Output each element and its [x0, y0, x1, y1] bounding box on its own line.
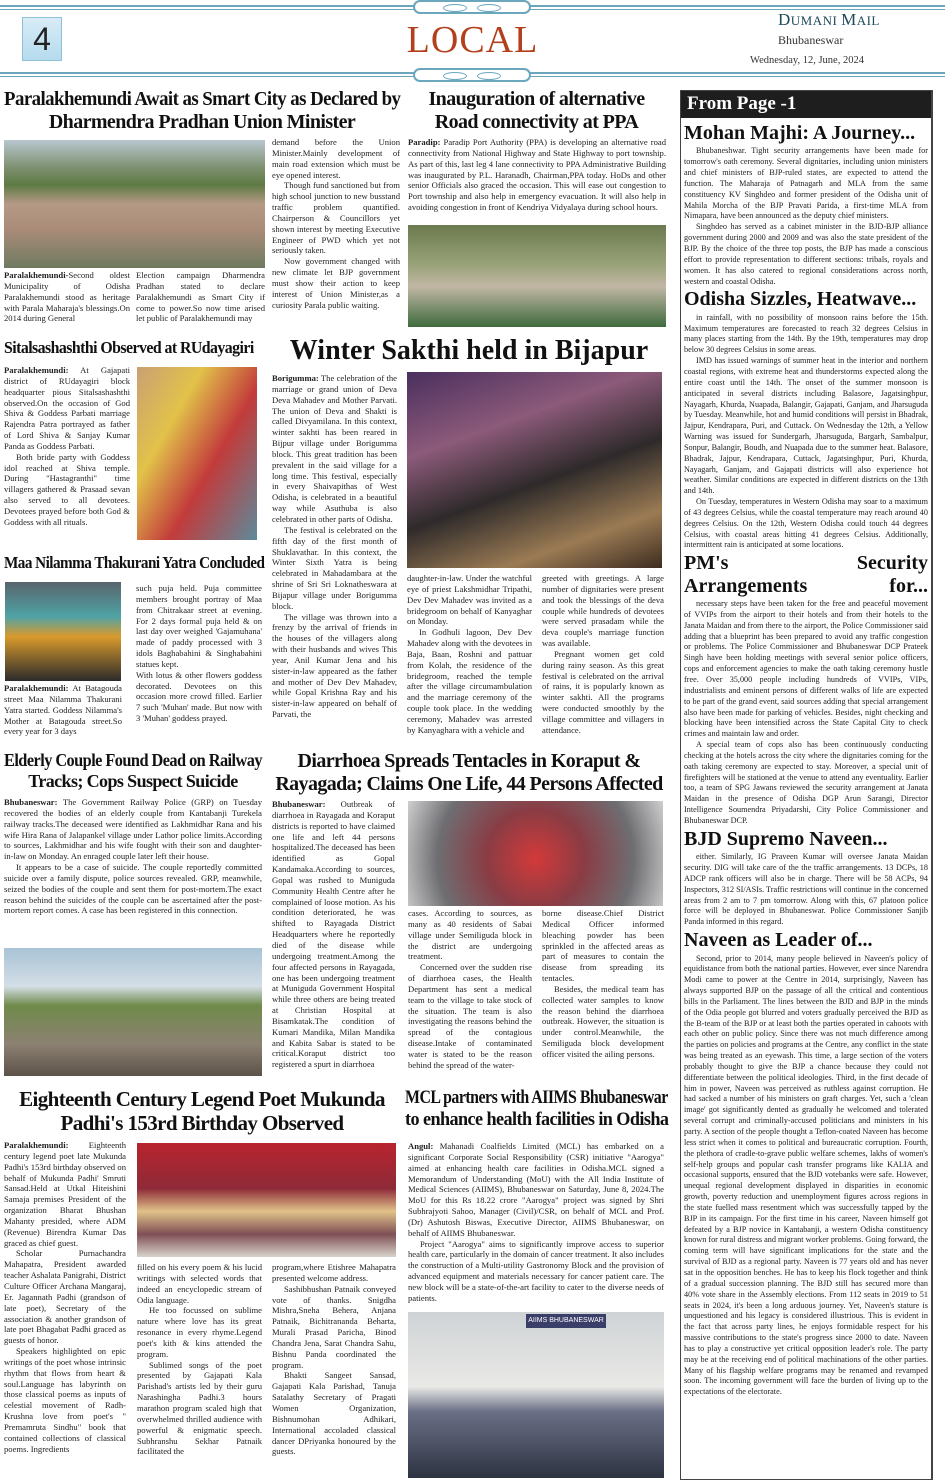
ornament	[413, 0, 531, 14]
article-text: demand before the Union Minister.Mainly development of main road extension which must be eye opened interest. Though fund sanctioned but from high school junction to new busstand traffic problem quantified. Chairperson & Councillors yet shown interest by meeting Executive Engineer of PWD which yet not seriously taken. Now government changed with new climate let BJP government must show their action to keep interest of Union Minister,as a curiosity Parala public waiting.	[272, 137, 400, 310]
photo-sitalsashashthi	[137, 367, 257, 540]
section-title: LOCAL	[406, 19, 539, 61]
article-text: either. Similarly, IG Praveen Kumar will oversee Janata Maidan security. DIG will take care of the the traffic arrangements. 13 DCPs, 18 ADCP rank officers will also be in charge. There will be 58 ACPs, 94 Inspectors, 312 SI/ASIs. Traffic restrictions will continue in the concerned areas from 2 am to 7 pm tomorrow. Along with this, 67 platoon police force will be deployed in Bhubaneswar. Police Commissioner Sanjib Panda informed in this regard.	[684, 852, 928, 927]
article-text: borne disease.Chief District Medical Officer informed bleaching powder has been sprinkled in the affected areas as part of measures to contain the disease from spreading its tentacles. Besides, the medical team has collected water samples to know the reason behind the diarrhoea outbreak. However, the situation is under control.Meanwhile, the Semiliguda block development officer visited the ailing persons.	[542, 908, 664, 1059]
article-text: such puja held. Puja committee members brought portray of Maa from Chitrakaar street at evening. For 2 days formal puja held & on last day over weighed 'Gajamuhana' made of paddy processed with 3 idols Baghabahini & Singhabahini statues kept. With lotus & other flowers goddess decorated. Devotees on this occasion more crowd filled. Earlier 7 such 'Muhan' made. But now with 3 'Muhan' goddess prayed.	[136, 583, 262, 724]
article-text: Paradip: Paradip Port Authority (PPA) is developing an alternative road connectivity from National Highway and State Highway to port township. As part of this, last leg 4 lane connectivity to PPA Administrative Building was inaugurated by P.L. Haranadh, Chairman,PPA today. HoDs and other senior Officials also graced the occasion. This will ease out congestion to Port township and also help in emergency evacuation. It will also help in avoiding congestion in front of Kendriya Vidyalaya during school hours.	[408, 137, 666, 213]
article-text: program,where Etishree Mahapatra presented welcome address. Sashibhushan Patnaik conveyed vote of thanks. Snigdha Mishra,Sneha Behera, Anjana Patnaik, Bichitrananda Beharta, Murali Prasad Paricha, Binod Chandra Jena, Sarat Chandra Sahu, Bishnu Panda coordinated the program. Bhakti Sangeet Sansad, Gajapati Kala Parishad, Tanuja Satalathy Secretary of Pragati Women Organization, Bishnumohan Adhikari, International accoladed classical dancer DPriyanka honoured by the guests.	[272, 1262, 396, 1457]
headline-bjd-supremo: BJD Supremo Naveen...	[684, 827, 888, 850]
headline-sitalsashashthi: Sitalsashashthi Observed at RUdayagiri	[4, 338, 254, 357]
masthead-city: Bhubaneswar	[778, 33, 844, 47]
photo-maa-nilamma	[5, 582, 121, 681]
article-text: Bhubaneswar: Outbreak of diarrhoea in Rayagada and Koraput districts is reported to have claimed one life and left 44 persons hospitalized.The deceased has been identified as Gopal Kandamaka.According to sources, Gopal was rushed to Muniguda Community Health Centre after he complained of loose motion. As his condition deteriorated, he was shifted to Rayagada District Headquarters where he reportedly died of the disease while undergoing treatment.Among the four affected persons in Rayagada, one has been undergoing treatment at Muniguda Government Hospital while three others are being treated at Christian Hospital at Bisamkatak.The condition of Kumari Mandika, Milan Mandika and Kabita Sabar is stated to be critical.Koraput district too registered a spurt in diarrhoea	[272, 799, 395, 1070]
headline-pm-security: PM's Security Arrangements for...	[684, 552, 928, 597]
photo-stomach-ache	[408, 801, 663, 906]
article-text: Second, prior to 2014, many people believed in Naveen's policy of equidistance from both the national parties. However, ever since Narendra Modi came to power at the Centre in 2014, surprisingly, Naveen has always supported BJP on the passage of all the critical and contentious bills in the Parliament. The lines between the BJD and BJP in the minds of the Odia people got blurred and voters gradually perceived the BJD as the B-team of the BJP or at least both the parties operated in cahoots with each other on public policy. Since there was not much difference among the parties on policies and programs at the Centre, any conflict in the state was being treated as an eyewash. This time, a large section of the voters probably thought to give the BJP a chance because they could not differentiate between the political ideologies. Third, in the first decade of him in power, Naveen was perceived as ruthless against corruption. He had sacked a number of his ministers on graft charges. Yet, such a 'clean image' got significantly dented as gradually he welcomed and tolerated several corrupt and criminally-accused politicians and ministers in his party. A section of the people thought a Teflon-coated Naveen has become less strict when it comes to political and bureaucratic corruption. Fourth, the plethora of cradle-to-grave public welfare schemes, lakhs of women's self-help groups and popular cash transfer programs like KALIA and occasional supports, ensured that the BJD votebanks were safe. However, unequal regional development displayed in disparities in economic growth, poverty reduction and unemployment figures across regions in the state fuelled mass resentment which was successfully tapped by the BJP in its campaign. For the first time in his career, Naveen himself got defeated by a BJP novice in Kantabanji, a western Odisha constituency known for rural distress and migrant worker problems. Going forward, the coming term will have significant implications for the state and the survival of BJD as a regional party. Naveen is 77 years old and has never sat in the opposition benches. He has to keep his flock together and think of a gradual succession planning. The BJD still has secured more than 40% vote share in the Assembly elections. From 112 seats in 2019 to 51 seats in 2024, it's been a long arduous journey. Yet, Naveen's stature is unquestioned and his legacy is considered illustrious. This is evident in the fact that across party lines, he enjoys formidable respect for his massive contributions to the state's progress since 2000 to date. Naveen has to play a constructive yet critical opposition leader's role. The party may be at the receiving end of political machinations of the other parties. Many of his flagship welfare programs may be renamed and revamped soon. The incoming government will face the burden of living up to the expectations of the electorate.	[684, 953, 928, 1397]
photo-mcl-aiims-mou	[408, 1312, 664, 1478]
article-text: Paralakhemundi: Eighteenth century legend poet late Mukunda Padhi's 153rd birthday observed on behalf of Mukunda Padhi' Smruti Sansad.Held at Utkal Hiteishini Samaja premises President of the organization Bharat Bhushan Mahanty presided, where ADM (Revenue) Birendra Kumar Das graced as chief guest. Scholar Purnachandra Mahapatra, President awarded teacher Ashalata Panigrahi, District Culture Officer Archana Mangaraj, Er. Jagannath Padhi (grandson of late poet), Secretary of the association & another grandson of late poet Bhagabat Padhi graced as guests of honor. Speakers highlighted on epic writings of the poet whose intrinsic rhythm that flows from heart & soul.Language has labyrinth on those classical poems as inputs of celestial movement of Radh-Krushna love from poet's " Premamruta Sindhu" book that contained collections of classical poems. Ingredients	[4, 1140, 126, 1454]
headline-maa-nilamma: Maa Nilamma Thakurani Yatra Concluded	[4, 553, 265, 572]
issue-date: Wednesday, 12, June, 2024	[750, 55, 864, 66]
article-text: filled on his every poem & his lucid writings with selected words that indeed an encyclopedic stream of Odia language. He too focussed on sublime nature where love has its great resonance in every rhyme.Legend poet's kith & kins attended the program. Sublimed songs of the poet presented by Gajapati Kala Parishad's artists led by their guru Narashingha Padhi.3 hours marathon program scaled high that overwhelmed thrilled audience with powerful & enigmatic speech. Subhranshu Sekhar Patnaik facilitated the	[137, 1262, 262, 1457]
article-text: in rainfall, with no possibility of monsoon rains before the 15th. Maximum temperatures are forecasted to reach 32 degrees Celsius in many places starting from the 14th. By the 19th, temperatures may drop below 30 degrees Celsius in some areas. IMD has issued warnings of summer heat in the interior and northern coastal regions, with extreme heat and thunderstorms expected along the entire coast until the 14th. The onset of the summer monsoon is anticipated in several districts including Balasore, Jagatsinghpur, Nayagarh, Khurda, Nuapada, Balangir, Gajapati, Ganjam, and Jharsuguda by Tuesday. Meanwhile, hot and humid conditions will persist in Bhadrak, Jajpur, Kendrapara, Puri, and Cuttack. On Wednesday the 12th, a Yellow Warning was issued for Sundergarh, Jharsuguda, Bargarh, Sambalpur, Sonpur, Balangir, Boudh, and Nuapada due to the summer heat. Balasore, Bhadrak, Jajpur, Kendrapara, Cuttack, Jagatsinghpur, Puri, Khurda, Nayagarh, Ganjam, and Gajapati districts will also experience hot weather. Similar conditions are expected in different districts on the 13th and 14th. On Tuesday, temperatures in Western Odisha may soar to a maximum of 43 degrees Celsius, while the coastal temperature may reach around 40 degrees Celsius. On the 12th, Western Odisha could touch 44 degrees Celsius, with coastal areas hitting 41 degrees Celsius. Additionally, intermittent rain is anticipated at some locations.	[684, 312, 928, 550]
article-text: Paralakhemundi-Second oldest Municipality of Odisha Paralakhemundi stood as heritage with Parala Maharaja's blessings.On 2014 during General	[4, 270, 130, 324]
article-text: Angul: Mahanadi Coalfields Limited (MCL) has embarked on a significant Corporate Social Responsibility (CSR) initiative "Aarogya" aimed at enhancing health care facilities in Odisha.MCL signed a Memorandum of Understanding (MoU) with the All India Institute of Medical Sciences (AIIMS), Bhubaneswar on Saturday, June 8, 2024.The MoU for this Rs 18.22 crore "Aarogya" project was signed by Shri Subhrajyoti Sahoo, Manager (Civil)/CSR, on behalf of MCL and Prof. (Dr) Ashutosh Biswas, Executive Director, AIIMS Bhubaneswar, on behalf of AIIMS Bhubaneswar. Project "Aarogya" aims to significantly improve access to superior health care, particularly in the domain of cancer treatment. It also includes the construction of a Multi-utility Gastronomy Block and the provision of advanced equipment and materials necessary for cancer patient care. The new block will be a state-of-the-art facility to cater to the diverse needs of patients.	[408, 1141, 664, 1303]
headline-ppa: Inauguration of alternative Road connectivity at PPA	[428, 88, 645, 133]
headline-naveen-leader: Naveen as Leader of...	[684, 929, 873, 952]
photo-winter-sakthi	[407, 372, 662, 568]
article-text: Paralakhemundi: At Batagouda street Maa Nilamma Thakurani Yatra started. Goddess Nilamma's Mother at Batagouda street.So every year for 3 days	[4, 683, 122, 737]
photo-railway-tracks	[4, 948, 262, 1076]
article-text: Bhubaneshwar. Tight security arrangements have been made for tomorrow's oath ceremony. Several dignitaries, including union ministers and chief ministers of BJP-ruled states, are expected to attend the function. The Maharaja of Patnagarh and MLA from the same constituency KV Singhdeo and former president of the Odisha unit of Mahila Morcha of the BJP Pravati Parida, a first-time MLA from Nimapara, have been announced as the deputy chief ministers. Singhdeo has served as a cabinet minister in the BJD-BJP alliance government during 2000 and 2009 and was also the state president of the BJP. By the choice of the three top posts, the BJP has made a conscious effort to provide representation to different sections: tribals, royals and women. It has also catered to regional considerations across north, western and coastal Odisha.	[684, 146, 928, 286]
headline-winter-sakthi: Winter Sakthi held in Bijapur	[289, 335, 649, 366]
headline-odisha-sizzles: Odisha Sizzles, Heatwave...	[684, 288, 917, 311]
article-text: daughter-in-law. Under the watchful eye of priest Lakshmidhar Tripathi, Dev Dev Mahadev was invited as a bridegroom on behalf of Kanyaghar on Monday. In Godhuli lagoon, Dev Dev Mahadev along with the devotees in Baja, Baan, Roshni and pattuar from Kolah, the residence of the bridegroom, reached the temple after the village circumambulation and the marriage ceremony of the couple took place. In the wedding ceremony, Mahadev was arrested by Kanyaghara with a vehicle and	[407, 573, 532, 735]
page-number: 4	[22, 17, 62, 61]
photo-ppa-inauguration	[408, 225, 666, 327]
article-text: necessary steps have been taken for the free and peaceful movement of VVIPs from the airport to their hotels and from their hotels to the Janata Maidan and from there to the airport, the Police Commissioner said adding that a blueprint has been prepared to avoid any traffic congestion or problems. The Police Commissioner and Bhubaneswar DCP Prateek Singh have been holding meetings with several senior police officers, cops and enforcement agencies to make the oath taking ceremony hustle free. Over 35,000 people including hundreds of VVIPs, VIPs, industrialists and eminent persons of different walks of life are expected to be part of the grand event, said sources adding that special arrangement also have been made for parking of vehicles. Besides, night checking and blocking have been intensified across the State Capital City to check crimes and maintain law and order. A special team of cops also has been continuously conducting checking at the hotels across the city where the dignitaries coming for the oath taking ceremony are expected to stay. Moreover, a special unit of firefighters will be stationed at the venue to attend any eventuality. Earlier too, a team of SPG Jawans reviewed the security arrangement at Janata Maidan in the presence of Odisha DGP Arun Sarangi, Director Intelligence Soumendra Priyadarshi, City Police Commissioner and Bhubaneswar DCP.	[684, 599, 928, 825]
headline-paralakhemundi: Paralakhemundi Await as Smart City as Declared by Dharmendra Pradhan Union Minister	[4, 88, 401, 133]
headline-diarrhoea: Diarrhoea Spreads Tentacles in Koraput & Rayagada; Claims One Life, 44 Persons Affected	[275, 750, 663, 795]
article-text: Borigumma: The celebration of the marriage or grand union of Deva Deva Mahadev and Mother Parvati. The union of Deva and Shakti is called Divyamilana. In this context, winter sakhti has been reared in Bijpur village under Borigumma block. This great tradition has been prevalent in the said village for a long time. This festival, especially in every Shaivapithas of West Odisha, is celebrated in a beautiful way while Asuthuba is also celebrated in other parts of Odisha. The festival is celebrated on the fifth day of the first month of Shuklavathar. In this context, the Winter Sixth Yatra is being celebrated in Mahadambara at the shrine of Sri Sri Loknatheswara at Bijapur village under Borigumma block. The village was thrown into a frenzy by the arrival of friends in the houses of the villagers along with their husbands and wives This year, Anil Kumar Jena and his sister-in-law appeared as the father and mother of Dev Dev Mahadev, while Gopal Krishna Ray and his sister-in-law appeared on behalf of Parvati, the	[272, 373, 397, 720]
headline-mukunda-padhi: Eighteenth Century Legend Poet Mukunda Padhi's 153rd Birthday Observed	[19, 1087, 385, 1136]
headline-elderly-couple: Elderly Couple Found Dead on Railway Tracks; Cops Suspect Suicide	[4, 750, 262, 791]
from-page-1-stories	[684, 121, 928, 1398]
article-text: Bhubaneswar: The Government Railway Police (GRP) on Tuesday recovered the bodies of an elderly couple from Kantabanji Turekela railway tracks.The deceased were identified as Lakhmidhar Rana and his wife Hira Rana of Jalapankel village under Lathor police limits.According to sources, Lakhmidhar and his wife fought with their son and daughter-in-law on Monday. An enraged couple later left their house. It appears to be a case of suicide. The couple reportedly committed suicide over a family dispute, police sources revealed. GRP, meanwhile, seized the bodies of the couple and sent them for post-mortem.The exact reason behind the suicides of the couple can be ascertained after the post-mortem report comes. A case has been registered in this connection.	[4, 797, 262, 916]
masthead: DUMANI MAIL	[778, 10, 880, 29]
article-text: greeted with greetings. A large number of dignitaries were present and took the blessings of the deva couple while hundreds of devotees were served prasadam while the deva couple's marriage function was available. Pregnant women get cold during rainy season. As this great festival is celebrated on the arrival of rains, it is popularly known as winter sakhti. All the programs were conducted smoothly by the village committee and villagers in attendance.	[542, 573, 664, 735]
from-page-1-header: From Page -1	[681, 91, 931, 118]
article-text: Paralakhemundi: At Gajapati district of RUdayagiri block headquarter pious Sitalsashashthi observed.On the occasion of God Shiva & Goddess Parbati marriage Rajendra Patra portrayed as father of Lord Shiva & Sanjay Kumar Panda as Goddess Parbati. Both bride party with Goddess idol reached at Shiva temple. During "Hastagranthi" time villagers gathered & Prasaad sevan also served to all devotees. Devotees prayed before both God & Goddess with all rituals.	[4, 365, 130, 527]
headline-mcl-aiims: MCL partners with AIIMS Bhubaneswar to enhance health facilities in Odisha	[405, 1087, 669, 1130]
article-text: Election campaign Dharmendra Pradhan stated to declare Paralakhemundi as Smart City if come to power.So now time arised let public of Paralakhemundi may	[136, 270, 265, 324]
headline-mohan-majhi: Mohan Majhi: A Journey...	[684, 122, 916, 144]
aiims-banner: AIIMS BHUBANESWAR	[526, 1314, 606, 1328]
photo-birthday-event	[137, 1143, 396, 1257]
ornament	[413, 68, 531, 82]
photo-paralakhemundi-aerial	[4, 140, 265, 268]
article-text: cases. According to sources, as many as 40 residents of Sabai village under Semiliguda block in the district are undergoing treatment. Concerned over the sudden rise of diarrhoea cases, the Health Department has sent a medical team to the village to take stock of the situation. The team is also investigating the reasons behind the spread of the contagious disease.Intake of contaminated water is stated to be the reason behind the spread of the water-	[408, 908, 532, 1070]
